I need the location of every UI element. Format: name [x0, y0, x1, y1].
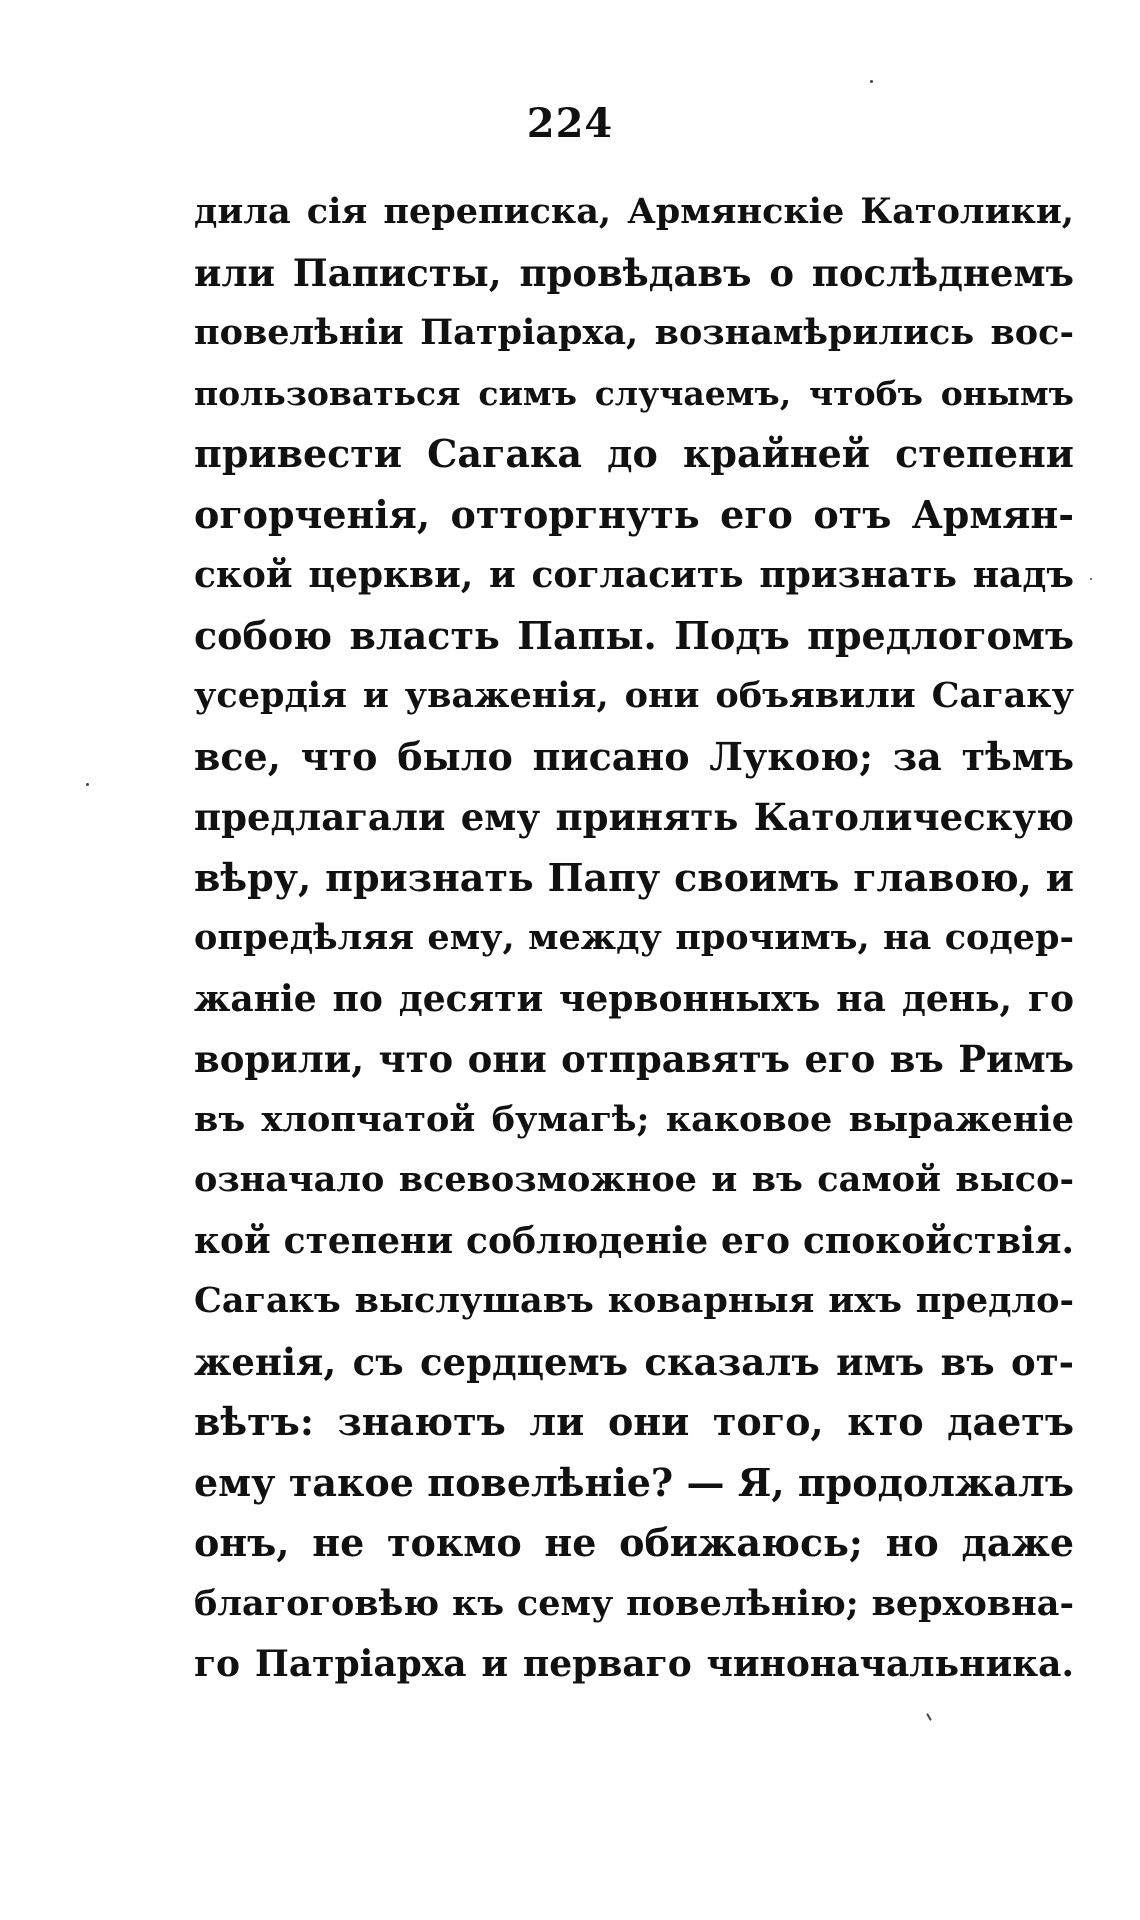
text-line: повелѣніи Патріарха, вознамѣрились вос- [194, 312, 1074, 353]
text-line: или Паписты, провѣдавъ о послѣднемъ [194, 250, 1074, 295]
text-line: предлагали ему принять Католическую [194, 795, 1074, 839]
text-line: ему такое повелѣніе? — Я, продолжалъ [194, 1459, 1074, 1505]
text-line: благоговѣю къ сему повелѣнію; верховна- [194, 1582, 1074, 1624]
text-line: кой степени соблюденіе его спокойствія. [194, 1219, 1074, 1262]
text-line: ворили, что они отправятъ его въ Римъ [194, 1037, 1074, 1081]
scan-speck [1090, 578, 1092, 580]
text-line: все, что было писано Лукою; за тѣмъ [194, 733, 1074, 779]
text-line: привести Сагака до крайней степени [194, 431, 1074, 476]
text-line: онъ, не токмо не обижаюсь; но даже [194, 1520, 1074, 1565]
text-line: жаніе по десяти червонныхъ на день, го [194, 977, 1074, 1020]
text-line: пользоваться симъ случаемъ, чтобъ онымъ [194, 373, 1074, 413]
text-line: вѣру, признать Папу своимъ главою, и [194, 854, 1074, 900]
text-line: дила сія переписка, Армянскіе Католики, [194, 191, 1074, 232]
scan-speck [870, 80, 873, 83]
text-line: Сагакъ выслушавъ коварныя ихъ предло- [194, 1280, 1074, 1321]
page-number: 224 [526, 100, 614, 147]
text-line: собою власть Папы. Подъ предлогомъ [194, 612, 1074, 658]
scan-speck [926, 1713, 932, 1721]
text-line: усердія и уваженія, они объявили Сагаку [194, 675, 1074, 716]
body-text [194, 182, 1074, 1695]
text-line: вѣтъ: знаютъ ли они того, кто даетъ [194, 1399, 1074, 1444]
text-line: женія, съ сердцемъ сказалъ имъ въ от- [194, 1339, 1074, 1384]
text-line: огорченія, отторгнуть его отъ Армян- [194, 491, 1074, 537]
scan-speck [86, 783, 89, 786]
text-line: го Патріарха и перваго чиноначальника. [194, 1643, 1074, 1685]
text-line: въ хлопчатой бумагѣ; каковое выраженіе [194, 1098, 1074, 1140]
text-line: означало всевозможное и въ самой высо- [194, 1159, 1074, 1200]
text-line: ской церкви, и согласить признать надъ [194, 554, 1074, 596]
text-line: опредѣляя ему, между прочимъ, на содер- [194, 917, 1074, 958]
